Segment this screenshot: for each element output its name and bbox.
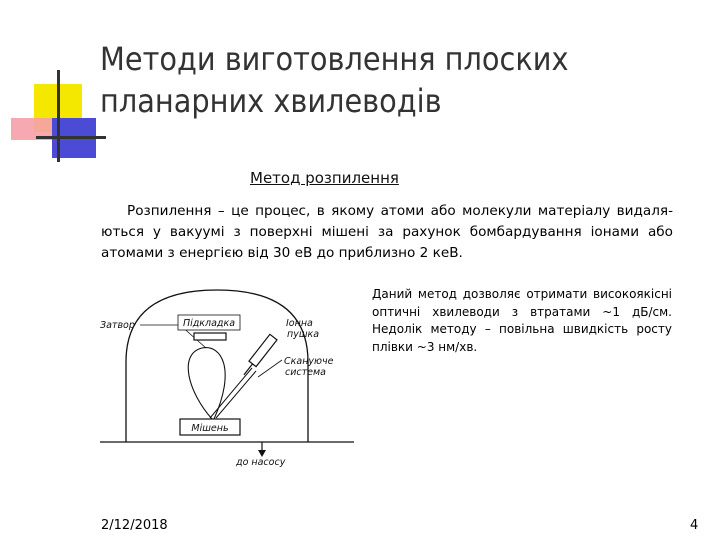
label-pump: до насосу: [236, 457, 286, 468]
sputter-plume: [188, 348, 225, 419]
substrate-holder: [194, 333, 226, 340]
title-line-2: планарних хвилеводів: [100, 82, 442, 120]
label-ion-gun-2: пушка: [287, 329, 320, 340]
ornament-horizontal-line: [36, 136, 106, 139]
paragraph-line-1: Розпилення – це процес, в якому атоми або молекули матеріалу видаля-: [127, 203, 673, 219]
note-line-4: плівки ~3 нм/хв.: [372, 339, 478, 354]
pump-arrow-icon: [258, 450, 266, 457]
label-target: Мішень: [191, 423, 229, 434]
page-number: 4: [690, 518, 699, 533]
label-substrate: Підкладка: [182, 318, 236, 329]
ion-gun: [240, 334, 277, 377]
scan-system-pointer: [258, 360, 282, 377]
ion-beam-line-1: [210, 368, 252, 418]
title-line-1: Методи виготовлення плоских: [100, 40, 569, 78]
paragraph-line-3: атомами з енергією від 30 еВ до приблизно 2 кеВ.: [101, 245, 463, 261]
ornament-vertical-line: [57, 70, 60, 162]
paragraph-line-2: ються у вакуумі з поверхні мішені за рахунок бомбардування іонами або: [101, 224, 673, 240]
sputtering-diagram: [96, 282, 358, 468]
label-shutter: Затвор: [100, 320, 135, 331]
slide-date: 2/12/2018: [101, 518, 168, 533]
note-line-3: Недолік методу – повільна швидкість росту: [372, 322, 672, 336]
label-ion-gun-1: Іонна: [286, 318, 313, 329]
label-scan-2: система: [285, 367, 326, 378]
label-scan-1: Скануюче: [284, 356, 334, 367]
ion-beam-line-2: [216, 371, 256, 418]
method-note: [372, 286, 672, 356]
section-subtitle: Метод розпилення: [250, 169, 399, 187]
note-line-2: оптичні хвилеводи з втратами ~1 дБ/см.: [372, 304, 672, 319]
body-paragraph: [101, 201, 673, 264]
slide-title: [100, 38, 700, 122]
note-line-1: Даний метод дозволяє отримати високоякісні: [372, 287, 672, 301]
